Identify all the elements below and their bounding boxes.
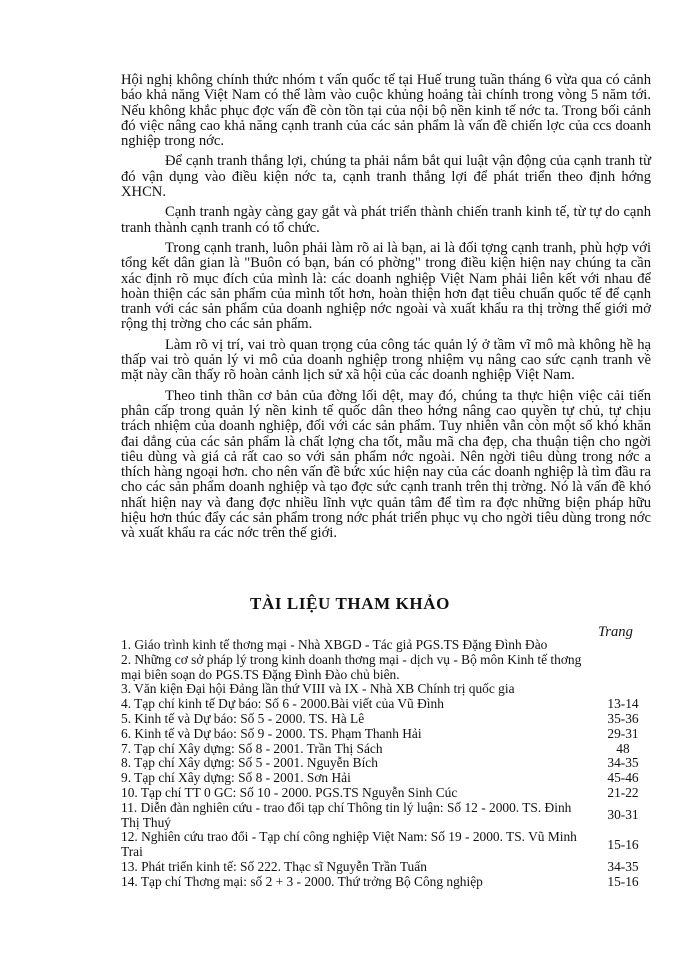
reference-text: 9. Tạp chí Xây dựng: Số 8 - 2001. Sơn Hải xyxy=(121,770,351,786)
reference-text: 8. Tạp chí Xây dựng: Số 5 - 2001. Nguyễn Bích xyxy=(121,755,378,771)
reference-pages: 15-16 xyxy=(607,836,639,852)
reference-text: 12. Nghiên cứu trao đổi - Tạp chí công nghiệp Việt Nam: Số 19 - 2000. TS. Vũ Minh Trai xyxy=(121,829,577,860)
reference-item xyxy=(121,756,651,771)
reference-text: 10. Tạp chí TT 0 GC: Số 10 - 2000. PGS.TS Nguyễn Sinh Cúc xyxy=(121,784,458,800)
reference-text: 2. Những cơ sở pháp lý trong kinh doanh thơng mại - dịch vụ - Bộ môn Kinh tế thơng mại biên soạn do PGS.TS Đặng Đình Đào chủ biên. xyxy=(121,651,582,682)
references-heading: TÀI LIỆU THAM KHẢO xyxy=(250,594,450,613)
reference-item xyxy=(121,638,651,653)
reference-text: 6. Kinh tế và Dự báo: Số 9 - 2000. TS. Phạm Thanh Hải xyxy=(121,725,422,741)
reference-pages: 48 xyxy=(616,740,630,756)
body-text xyxy=(121,73,651,547)
reference-item xyxy=(121,830,651,860)
reference-pages: 21-22 xyxy=(607,784,639,800)
reference-text: 5. Kinh tế và Dự báo: Số 5 - 2000. TS. Hà Lê xyxy=(121,710,365,726)
reference-pages: 13-14 xyxy=(607,696,639,712)
reference-item xyxy=(121,875,651,890)
reference-item xyxy=(121,682,651,697)
paragraph: Theo tinh thần cơ bản của đờng lối dệt, may đó, chúng ta thực hiện việc cải tiến phân cấp trong quản lý nền kinh tế quốc dân theo hớng nâng cao quyền tự chủ, tự chịu trách nhiệm của doanh nghiệp, đối với các sản phẩm. Tuy nhiên vẫn còn một số khó khăn đai dẳng của các sản phẩm là chất lợng cha tốt, mẫu mã cha đẹp, cha thuận tiện cho ngời tiêu dùng và giá cả rất cao so với sản phẩm nớc ngoài. Nên ngời tiêu dùng trong nớc a thích hàng ngoại hơn. cho nên vấn đề bức xúc hiện nay của các doanh nghiệp là tìm đầu ra cho các sản phẩm doanh nghiệp và tạo đợc sức cạnh tranh trên thị trờng. Nó là vấn đề khó nhất hiện nay và đang đợc nhiều lĩnh vực quản tâm để tìm ra đợc những biện pháp hữu hiệu hơn thúc đẩy các sản phẩm trong nớc phát triển phục vụ cho ngời tiêu dùng trong nớc và xuất khẩu ra các nớc trên thế giới. xyxy=(121,387,651,542)
paragraph: Làm rõ vị trí, vai trò quan trọng của công tác quản lý ở tầm vĩ mô mà không hề hạ thấp vai trò quản lý vi mô của doanh nghiệp trong nhiệm vụ nâng cao sức cạnh tranh về mặt này cần thấy rõ hoàn cảnh lịch sử xã hội của các doanh nghiệp Việt Nam. xyxy=(121,336,651,384)
reference-pages: 34-35 xyxy=(607,755,639,771)
reference-pages: 45-46 xyxy=(607,770,639,786)
reference-text: 3. Văn kiện Đại hội Đảng lần thứ VIII và IX - Nhà XB Chính trị quốc gia xyxy=(121,681,515,697)
reference-text: 7. Tạp chí Xây dựng: Số 8 - 2001. Trần Thị Sách xyxy=(121,740,383,756)
reference-item xyxy=(121,771,651,786)
reference-item xyxy=(121,742,651,757)
reference-text: 14. Tạp chí Thơng mại: số 2 + 3 - 2000. Thứ trởng Bộ Công nghiệp xyxy=(121,873,483,889)
reference-pages: 29-31 xyxy=(607,725,639,741)
reference-pages: 30-31 xyxy=(607,807,639,823)
reference-text: 1. Giáo trình kinh tế thơng mại - Nhà XBGD - Tác giả PGS.TS Đặng Đình Đào xyxy=(121,637,548,652)
paragraph: Để cạnh tranh thắng lợi, chúng ta phải nắm bắt qui luật vận động của cạnh tranh từ đó vận dụng vào điều kiện nớc ta, cạnh tranh thắng lợi để phát triển theo định hớng XHCN. xyxy=(121,153,651,201)
paragraph: Hội nghị không chính thức nhóm t vấn quốc tế tại Huế trung tuần tháng 6 vừa qua có cảnh báo khả năng Việt Nam có thể làm vào cuộc khủng hoảng tài chính trong vòng 5 năm tới. Nếu không khắc phục đợc vấn đề còn tồn tại của nội bộ nền kinh tế nớc ta. Trong bối cảnh đó việc nâng cao khả năng cạnh tranh của các sản phẩm là vấn đề chiến lợc của ccs doanh nghiệp trong nớc. xyxy=(121,72,651,150)
reference-item xyxy=(121,727,651,742)
reference-text: 13. Phát triển kinh tế: Số 222. Thạc sĩ Nguyễn Trần Tuấn xyxy=(121,858,427,874)
reference-item xyxy=(121,786,651,801)
reference-item xyxy=(121,801,651,831)
reference-item xyxy=(121,697,651,712)
page-column-header: Trang xyxy=(598,624,633,640)
reference-text: 11. Diễn đàn nghiên cứu - trao đổi tạp chí Thông tin lý luận: Số 12 - 2000. TS. Đinh Thị Thuý xyxy=(121,799,572,830)
reference-text: 4. Tạp chí kinh tế Dự báo: Số 6 - 2000.Bài viết của Vũ Đình xyxy=(121,696,444,712)
reference-item xyxy=(121,860,651,875)
paragraph: Cạnh tranh ngày càng gay gắt và phát triển thành chiến tranh kinh tế, từ tự do cạnh tranh thành cạnh tranh có tổ chức. xyxy=(121,204,651,236)
reference-item xyxy=(121,653,651,683)
reference-pages: 15-16 xyxy=(607,873,639,889)
paragraph: Trong cạnh tranh, luôn phải làm rõ ai là bạn, ai là đối tợng cạnh tranh, phù hợp với tổng kết dân gian là "Buôn có bạn, bán có phờng" trong điều kiện hiện nay chúng ta cần xác định rõ mục đích của mình là: các doanh nghiệp Việt Nam phải liên kết với nhau để hoàn thiện các sản phẩm của mình tốt hơn, hoàn thiện hơn đạt tiêu chuẩn quốc tế để cạnh tranh với các sản phẩm của doanh nghiệp nớc ngoài và xuất khẩu ra thị trờng thế giới mở rộng thị trờng cho các sản phẩm. xyxy=(121,239,651,333)
reference-pages: 34-35 xyxy=(607,858,639,874)
references-list xyxy=(121,638,651,890)
reference-item xyxy=(121,712,651,727)
reference-pages: 35-36 xyxy=(607,710,639,726)
